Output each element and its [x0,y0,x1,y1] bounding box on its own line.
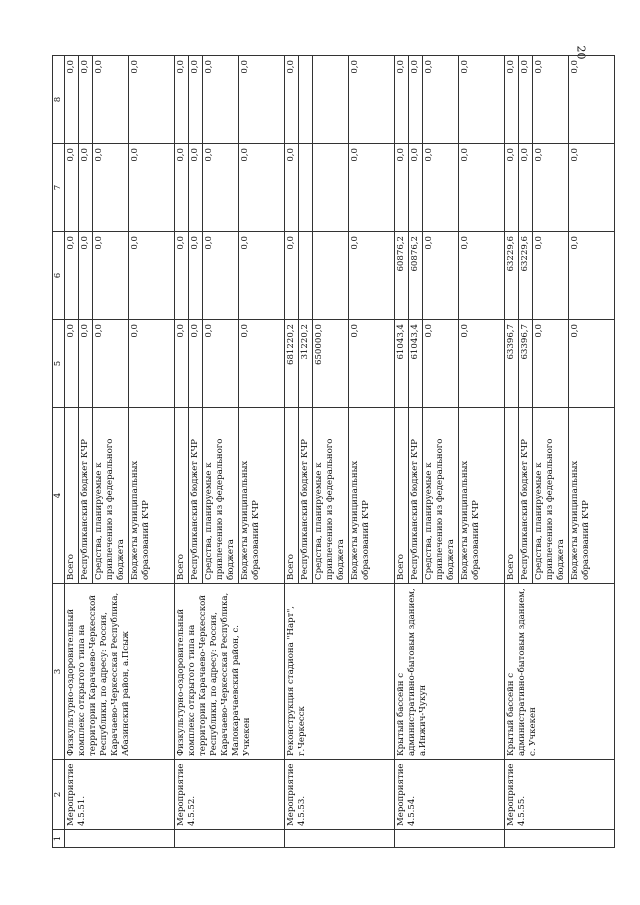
amount-cell: 650000,0 [313,320,349,408]
col-header: 2 [53,760,65,830]
amount-cell: 0,0 [239,232,285,320]
amount-cell: 0,0 [569,144,615,232]
amount-cell: 0,0 [239,144,285,232]
funding-source: Средства, планируемые к привлечению из федерального бюджета [203,408,239,584]
funding-source: Республиканский бюджет КЧР [189,408,203,584]
funding-source: Бюджеты муниципальных образований КЧР [569,408,615,584]
col-header: 3 [53,584,65,760]
amount-cell: 63396,7 [505,320,519,408]
funding-source: Всего [505,408,519,584]
amount-cell: 0,0 [203,232,239,320]
amount-cell: 63396,7 [519,320,533,408]
amount-cell: 0,0 [569,232,615,320]
amount-cell: 0,0 [175,56,189,144]
amount-cell: 0,0 [129,232,175,320]
amount-cell: 0,0 [569,56,615,144]
funding-source: Бюджеты муниципальных образований КЧР [459,408,505,584]
funding-source: Республиканский бюджет КЧР [519,408,533,584]
amount-cell: 0,0 [79,320,93,408]
amount-cell: 0,0 [423,56,459,144]
funding-source: Всего [285,408,299,584]
funding-source: Средства, планируемые к привлечению из федерального бюджета [533,408,569,584]
amount-cell: 0,0 [79,56,93,144]
amount-cell: 0,0 [189,56,203,144]
amount-cell: 0,0 [285,144,299,232]
amount-cell [299,232,313,320]
amount-cell [313,232,349,320]
amount-cell: 0,0 [459,56,505,144]
funding-source: Республиканский бюджет КЧР [79,408,93,584]
col-header: 8 [53,56,65,144]
funding-source: Всего [395,408,409,584]
amount-cell: 0,0 [93,144,129,232]
measure-code: Мероприятие 4.5.51. [65,760,175,830]
table-row [175,56,189,848]
measure-code: Мероприятие 4.5.52. [175,760,285,830]
amount-cell: 0,0 [175,320,189,408]
amount-cell: 0,0 [285,232,299,320]
measure-name: Реконструкция стадиона "Нарт", г.Черкесск [285,584,395,760]
funding-source: Республиканский бюджет КЧР [409,408,423,584]
col-header: 4 [53,408,65,584]
table-row [285,56,299,848]
amount-cell: 0,0 [409,56,423,144]
amount-cell: 0,0 [203,144,239,232]
table-row [395,56,409,848]
empty-cell [395,830,505,848]
amount-cell: 0,0 [189,144,203,232]
amount-cell: 0,0 [349,56,395,144]
funding-source: Бюджеты муниципальных образований КЧР [349,408,395,584]
col-header: 5 [53,320,65,408]
column-number-row [53,56,65,848]
amount-cell: 0,0 [505,56,519,144]
amount-cell: 0,0 [519,56,533,144]
amount-cell [313,56,349,144]
amount-cell: 0,0 [533,56,569,144]
amount-cell: 0,0 [93,320,129,408]
amount-cell: 0,0 [505,144,519,232]
amount-cell: 0,0 [93,56,129,144]
amount-cell: 0,0 [349,232,395,320]
amount-cell: 0,0 [189,320,203,408]
amount-cell: 0,0 [129,144,175,232]
amount-cell: 61043,4 [409,320,423,408]
measure-code: Мероприятие 4.5.55. [505,760,615,830]
amount-cell: 0,0 [409,144,423,232]
amount-cell: 0,0 [349,320,395,408]
amount-cell: 0,0 [129,320,175,408]
amount-cell: 0,0 [423,320,459,408]
amount-cell: 31220,2 [299,320,313,408]
funding-source: Средства, планируемые к привлечению из федерального бюджета [93,408,129,584]
measure-code: Мероприятие 4.5.53. [285,760,395,830]
amount-cell: 0,0 [423,232,459,320]
amount-cell: 63229,6 [519,232,533,320]
amount-cell [299,144,313,232]
amount-cell: 0,0 [93,232,129,320]
empty-cell [505,830,615,848]
amount-cell: 0,0 [533,320,569,408]
empty-cell [65,830,175,848]
amount-cell [313,144,349,232]
amount-cell: 681220,2 [285,320,299,408]
amount-cell: 0,0 [423,144,459,232]
amount-cell: 0,0 [519,144,533,232]
amount-cell: 0,0 [285,56,299,144]
amount-cell: 0,0 [189,232,203,320]
funding-source: Республиканский бюджет КЧР [299,408,313,584]
funding-source: Средства, планируемые к привлечению из федерального бюджета [423,408,459,584]
amount-cell: 61043,4 [395,320,409,408]
empty-cell [175,830,285,848]
amount-cell: 60876,2 [409,232,423,320]
amount-cell: 0,0 [459,144,505,232]
amount-cell: 0,0 [65,320,79,408]
amount-cell [299,56,313,144]
measure-name: Крытый бассейн с административно-бытовым зданием, а.Инжич-Чукун [395,584,505,760]
amount-cell: 0,0 [459,320,505,408]
amount-cell: 60876,2 [395,232,409,320]
table-body [65,56,615,848]
funding-source: Средства, планируемые к привлечению из федерального бюджета [313,408,349,584]
amount-cell: 0,0 [569,320,615,408]
amount-cell: 0,0 [79,232,93,320]
amount-cell: 0,0 [65,232,79,320]
amount-cell: 0,0 [203,320,239,408]
amount-cell: 0,0 [239,56,285,144]
empty-cell [285,830,395,848]
amount-cell: 0,0 [65,144,79,232]
col-header: 6 [53,232,65,320]
amount-cell: 0,0 [239,320,285,408]
measure-name: Физкультурно-оздоровительный комплекс открытого типа на территории Карачаево-Черкесской Республики, по адресу: Россия, Карачаево-Черкесская Республика, Абазинский район, а.Псыж [65,584,175,760]
measure-name: Крытый бассейн с административно-бытовым зданием, с. Учкекен [505,584,615,760]
table-row [505,56,519,848]
amount-cell: 0,0 [65,56,79,144]
funding-source: Всего [175,408,189,584]
amount-cell: 0,0 [349,144,395,232]
amount-cell: 0,0 [203,56,239,144]
col-header: 1 [53,830,65,848]
col-header: 7 [53,144,65,232]
amount-cell: 0,0 [395,144,409,232]
amount-cell: 0,0 [533,144,569,232]
measure-name: Физкультурно-оздоровительный комплекс открытого типа на территории Карачаево-Черкесской Республики, по адресу: Россия, Карачаево-Черкесская Республика, Малокарачаевский район, с. Учкекен [175,584,285,760]
amount-cell: 0,0 [175,232,189,320]
amount-cell: 0,0 [533,232,569,320]
amount-cell: 0,0 [175,144,189,232]
amount-cell: 63229,6 [505,232,519,320]
amount-cell: 0,0 [395,56,409,144]
budget-table [52,55,615,848]
amount-cell: 0,0 [129,56,175,144]
amount-cell: 0,0 [79,144,93,232]
amount-cell: 0,0 [459,232,505,320]
measure-code: Мероприятие 4.5.54. [395,760,505,830]
rotated-document [52,56,596,848]
funding-source: Всего [65,408,79,584]
page-number: 20 [574,45,588,60]
funding-source: Бюджеты муниципальных образований КЧР [239,408,285,584]
funding-source: Бюджеты муниципальных образований КЧР [129,408,175,584]
table-row [65,56,79,848]
